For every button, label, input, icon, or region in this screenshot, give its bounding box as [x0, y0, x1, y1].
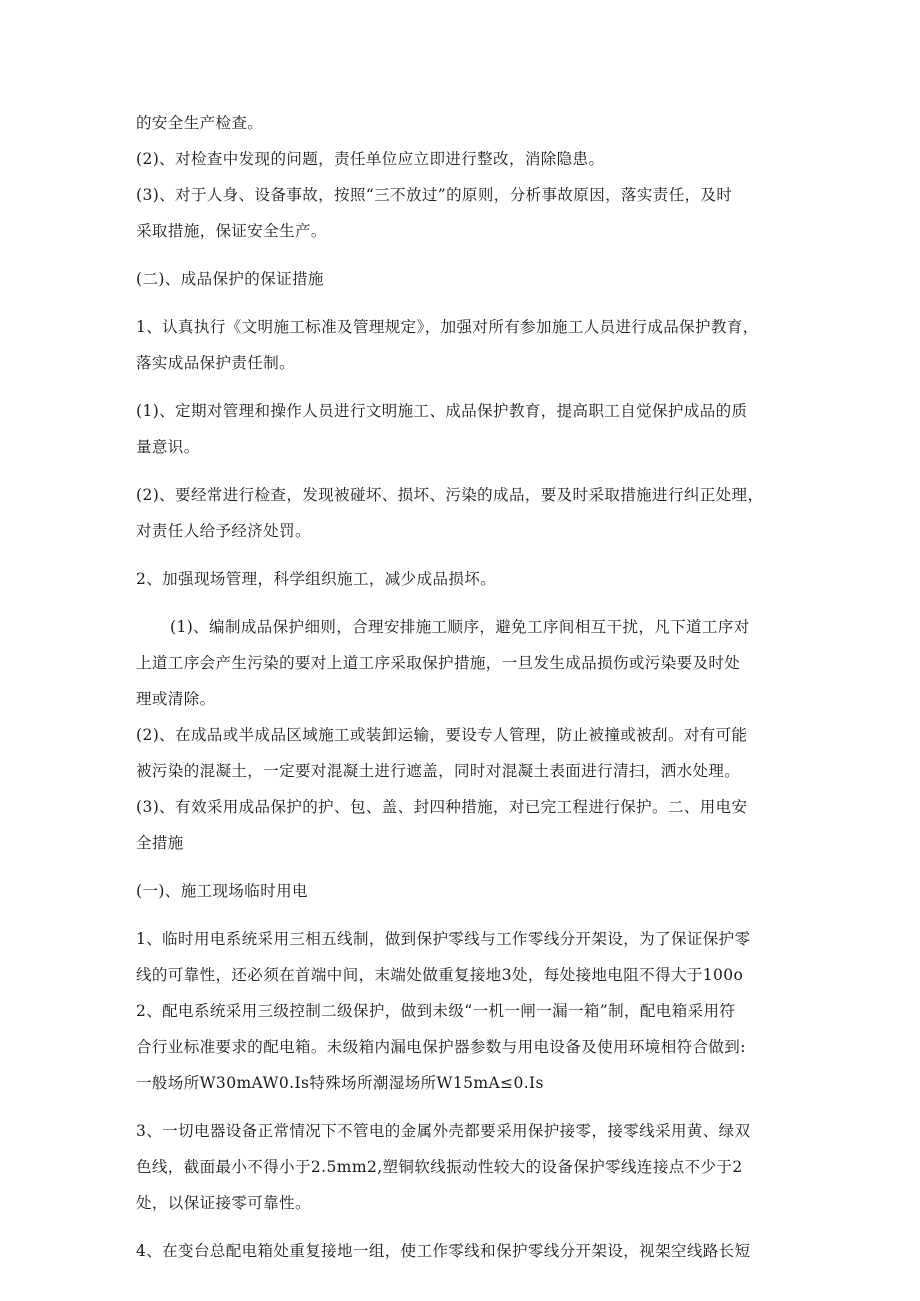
text-line: 2、加强现场管理，科学组织施工，减少成品损坏。	[136, 570, 497, 588]
text-line: (3)、有效采用成品保护的护、包、盖、封四种措施，对已完工程进行保护。二、用电安	[136, 798, 748, 816]
text-line: 2、配电系统采用三级控制二级保护，做到未级“一机一闸一漏一箱”制，配电箱采用符	[136, 1002, 736, 1020]
text-line: 上道工序会产生污染的要对上道工序采取保护措施，一旦发生成品损伤或污染要及时处	[136, 654, 741, 672]
text-line: 对责任人给予经济处罚。	[136, 522, 311, 540]
text-line: 线的可靠性，还必须在首端中间，末端处做重复接地3处，每处接地电阻不得大于100o	[136, 966, 744, 984]
text-line: 采取措施，保证安全生产。	[136, 222, 327, 240]
text-line: 一般场所W30mAW0.Is特殊场所潮湿场所W15mA≤0.Is	[136, 1074, 544, 1092]
text-line: (2)、对检查中发现的问题，责任单位应立即进行整改，消除隐患。	[136, 150, 605, 168]
text-line: (2)、在成品或半成品区域施工或装卸运输，要设专人管理，防止被撞或被刮。对有可能	[136, 726, 748, 744]
text-line: 1、认真执行《文明施工标准及管理规定》，加强对所有参加施工人员进行成品保护教育，	[136, 318, 759, 336]
section-heading: (二)、成品保护的保证措施	[136, 270, 324, 288]
text-line: 处，以保证接零可靠性。	[136, 1194, 311, 1212]
section-heading: (一)、施工现场临时用电	[136, 882, 308, 900]
text-line: 理或清除。	[136, 690, 216, 708]
text-line: 落实成品保护责任制。	[136, 354, 296, 372]
text-line: 1、临时用电系统采用三相五线制，做到保护零线与工作零线分开架设，为了保证保护零	[136, 930, 751, 948]
text-line: 3、一切电器设备正常情况下不管电的金属外壳都要采用保护接零，接零线采用黄、绿双	[136, 1122, 751, 1140]
text-line: 被污染的混凝土，一定要对混凝土进行遮盖，同时对混凝土表面进行清扫，洒水处理。	[136, 762, 741, 780]
text-line: 的安全生产检查。	[136, 114, 264, 132]
text-line: 合行业标准要求的配电箱。未级箱内漏电保护器参数与用电设备及使用环境相符合做到:	[136, 1038, 746, 1056]
text-line: 量意识。	[136, 438, 200, 456]
document-body	[136, 112, 801, 1262]
text-line: (3)、对于人身、设备事故，按照“三不放过”的原则，分析事故原因，落实责任，及时	[136, 186, 733, 204]
text-line: 4、在变台总配电箱处重复接地一组，使工作零线和保护零线分开架设，视架空线路长短	[136, 1242, 751, 1260]
text-line: 色线，截面最小不得小于2.5mm2,塑铜软线振动性较大的设备保护零线连接点不少于2	[136, 1158, 743, 1176]
text-line: (2)、要经常进行检查，发现被碰坏、损坏、污染的成品，要及时采取措施进行纠正处理，	[136, 486, 764, 504]
text-line: (1)、编制成品保护细则，合理安排施工顺序，避免工序间相互干扰，凡下道工序对	[170, 618, 750, 636]
text-line: 全措施	[136, 834, 184, 852]
text-line: (1)、定期对管理和操作人员进行文明施工、成品保护教育，提高职工自觉保护成品的质	[136, 402, 748, 420]
